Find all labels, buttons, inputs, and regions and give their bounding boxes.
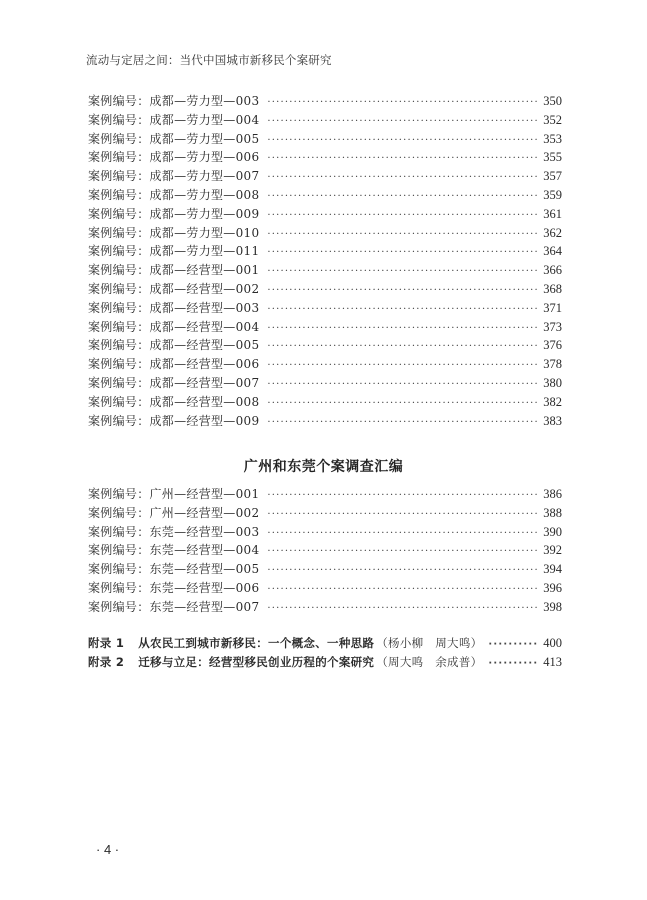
leader-dots <box>267 169 537 188</box>
leader-dots <box>267 226 537 245</box>
entry-page: 390 <box>543 524 562 539</box>
entry-label: 案例编号：成都—经营型—006 <box>88 357 260 372</box>
appendix-authors: （杨小柳 周大鸣） <box>376 636 483 650</box>
toc-entry[interactable] <box>88 336 562 355</box>
entry-label: 案例编号：成都—经营型—009 <box>88 413 260 428</box>
entry-page: 368 <box>543 281 562 296</box>
entry-label: 案例编号：成都—经营型—007 <box>88 375 260 390</box>
leader-dots <box>267 244 537 263</box>
entry-label: 案例编号：成都—劳力型—005 <box>88 131 260 146</box>
entry-label: 案例编号：广州—经营型—001 <box>88 487 260 501</box>
entry-label: 案例编号：成都—劳力型—008 <box>88 187 260 202</box>
entry-label: 案例编号：成都—经营型—005 <box>88 338 260 353</box>
toc-entry[interactable] <box>88 224 562 243</box>
entry-page: 383 <box>543 413 562 428</box>
entry-label: 案例编号：东莞—经营型—005 <box>88 562 260 577</box>
leader-dots <box>267 562 537 581</box>
entry-page: 362 <box>543 225 562 240</box>
entry-label: 案例编号：成都—经营型—003 <box>88 300 260 315</box>
toc-entry[interactable] <box>88 92 562 111</box>
entry-label: 案例编号：成都—劳力型—007 <box>88 169 260 184</box>
toc-entry[interactable] <box>88 579 562 598</box>
entry-page: 355 <box>543 150 562 165</box>
toc-entry[interactable] <box>88 374 562 393</box>
appendix-title: 迁移与立足：经营型移民创业历程的个案研究 <box>138 654 375 669</box>
entry-page: 394 <box>543 562 562 577</box>
toc-chengdu <box>88 92 562 430</box>
leader-dots <box>267 395 537 414</box>
leader-dots <box>267 150 537 169</box>
toc-entry[interactable] <box>88 504 562 523</box>
toc-entry[interactable] <box>88 318 562 337</box>
entry-page: 366 <box>543 263 562 278</box>
entry-label: 案例编号：东莞—经营型—003 <box>88 524 260 539</box>
toc-entry[interactable] <box>88 355 562 374</box>
toc-entry[interactable] <box>88 280 562 299</box>
leader-dots <box>267 132 537 151</box>
entry-page: 353 <box>543 131 562 146</box>
entry-page: 378 <box>543 357 562 372</box>
leader-dots <box>267 414 537 433</box>
leader-dots <box>267 376 537 395</box>
appendix-entry[interactable] <box>88 653 562 672</box>
entry-label: 案例编号：东莞—经营型—007 <box>88 599 260 614</box>
entry-label: 案例编号：成都—经营型—004 <box>88 319 260 334</box>
toc-entry[interactable] <box>88 541 562 560</box>
toc-entry[interactable] <box>88 412 562 431</box>
toc-entry[interactable] <box>88 560 562 579</box>
entry-label: 案例编号：成都—劳力型—004 <box>88 112 260 127</box>
entry-page: 413 <box>543 654 562 669</box>
toc-entry[interactable] <box>88 205 562 224</box>
toc-entry[interactable] <box>88 485 562 504</box>
leader-dots <box>267 94 537 113</box>
entry-page: 359 <box>543 187 562 202</box>
entry-label: 案例编号：广州—经营型—002 <box>88 505 260 520</box>
entry-label: 案例编号：成都—经营型—002 <box>88 281 260 296</box>
section-title: 广州和东莞个案调查汇编 <box>243 459 404 475</box>
entry-page: 380 <box>543 375 562 390</box>
entry-label: 案例编号：东莞—经营型—006 <box>88 580 260 595</box>
entry-label: 案例编号：成都—经营型—001 <box>88 263 260 278</box>
toc-entry[interactable] <box>88 242 562 261</box>
entry-label: 案例编号：成都—劳力型—006 <box>88 150 260 165</box>
toc-entry[interactable] <box>88 598 562 617</box>
toc-entry[interactable] <box>88 148 562 167</box>
entry-page: 382 <box>543 394 562 409</box>
leader-dots <box>267 581 537 600</box>
leader-dots <box>267 320 537 339</box>
entry-label: 案例编号：成都—经营型—008 <box>88 394 260 409</box>
toc-entry[interactable] <box>88 261 562 280</box>
entry-label: 案例编号：成都—劳力型—010 <box>88 225 260 240</box>
toc-entry[interactable] <box>88 393 562 412</box>
leader-dots <box>267 113 537 132</box>
appendix-number: 附录 1 <box>88 636 125 650</box>
entry-page: 398 <box>543 599 562 614</box>
entry-page: 350 <box>543 94 562 108</box>
leader-dots <box>267 263 537 282</box>
toc-entry[interactable] <box>88 186 562 205</box>
leader-dots <box>267 207 537 226</box>
entry-page: 388 <box>543 505 562 520</box>
running-header: 流动与定居之间：当代中国城市新移民个案研究 <box>86 53 332 67</box>
leader-dots <box>267 506 537 525</box>
leader-dots <box>267 282 537 301</box>
leader-dots <box>267 487 537 506</box>
appendix-title: 从农民工到城市新移民：一个概念、一种思路 <box>138 636 375 650</box>
entry-page: 352 <box>543 112 562 127</box>
entry-page: 392 <box>543 543 562 558</box>
entry-page: 376 <box>543 338 562 353</box>
page-number: · 4 · <box>96 842 120 857</box>
toc-entry[interactable] <box>88 130 562 149</box>
leader-dots <box>267 357 537 376</box>
leader-dots <box>267 301 537 320</box>
toc-entry[interactable] <box>88 299 562 318</box>
entry-label: 案例编号：成都—劳力型—009 <box>88 206 260 221</box>
entry-page: 396 <box>543 580 562 595</box>
leader-dots <box>267 543 537 562</box>
entry-page: 361 <box>543 206 562 221</box>
entry-label: 案例编号：成都—劳力型—003 <box>88 94 260 108</box>
appendix-number: 附录 2 <box>88 654 125 669</box>
leader-dots <box>488 636 538 655</box>
leader-dots <box>488 655 538 674</box>
entry-page: 371 <box>543 300 562 315</box>
entry-page: 386 <box>543 487 562 501</box>
toc-entry[interactable] <box>88 523 562 542</box>
leader-dots <box>267 338 537 357</box>
appendix-entry[interactable] <box>88 634 562 653</box>
appendix-authors: （周大鸣 余成普） <box>376 654 483 669</box>
leader-dots <box>267 525 537 544</box>
toc-guangzhou-dongguan <box>88 485 562 617</box>
entry-label: 案例编号：东莞—经营型—004 <box>88 543 260 558</box>
entry-page: 400 <box>543 636 562 650</box>
toc-entry[interactable] <box>88 167 562 186</box>
entry-page: 357 <box>543 169 562 184</box>
entry-page: 364 <box>543 244 562 259</box>
toc-entry[interactable] <box>88 111 562 130</box>
entry-page: 373 <box>543 319 562 334</box>
leader-dots <box>267 188 537 207</box>
toc-appendices <box>88 634 562 672</box>
entry-label: 案例编号：成都—劳力型—011 <box>88 244 260 259</box>
leader-dots <box>267 600 537 619</box>
